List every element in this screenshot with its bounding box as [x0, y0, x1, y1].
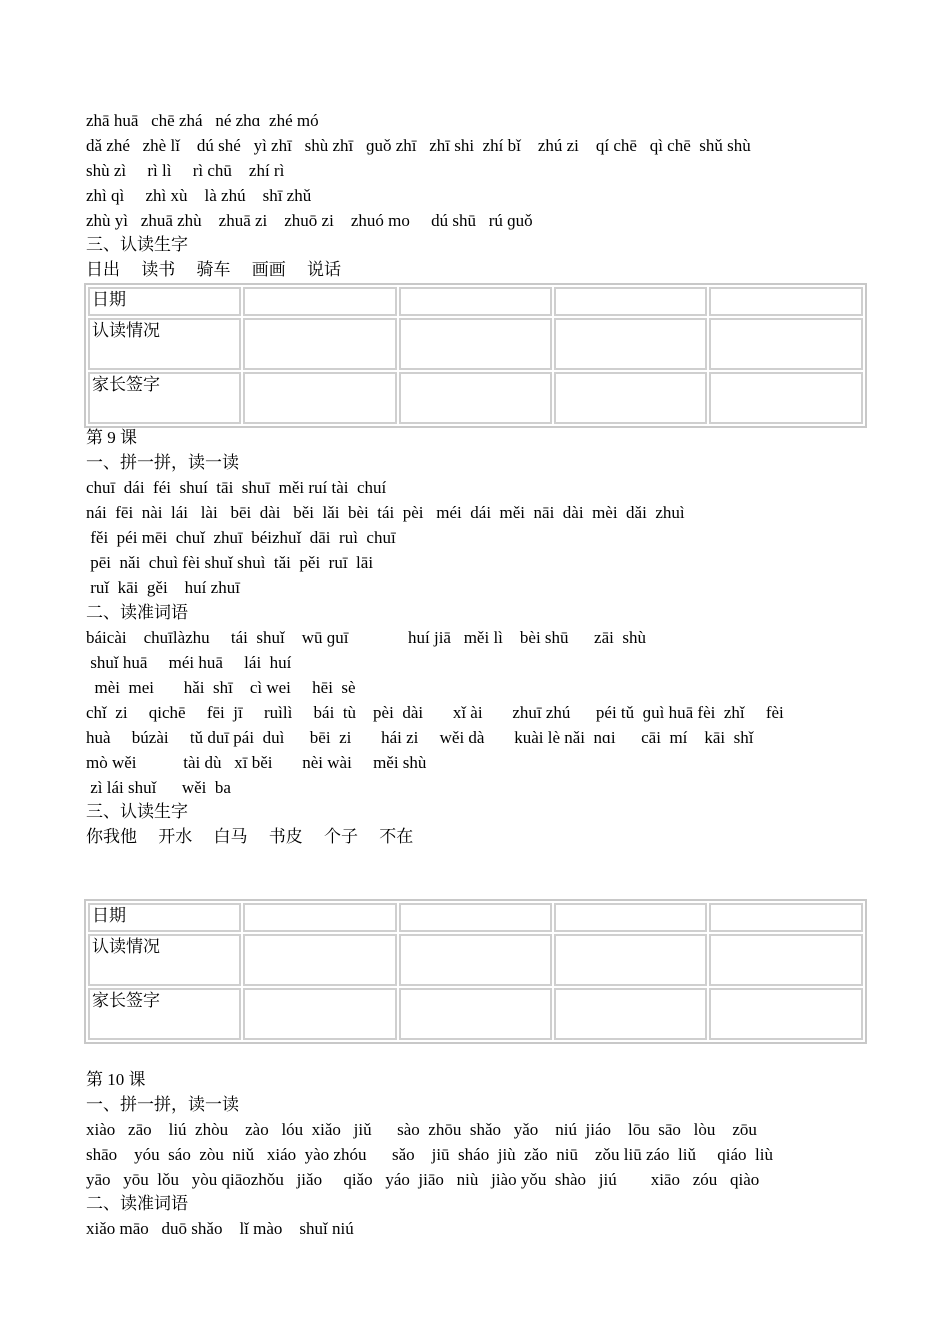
pinyin-line: huà búzài tǔ duī pái duì bēi zi hái zi wěi dà kuài lè nǎi nɑi cāi mí kāi shǐ — [86, 728, 754, 747]
pinyin-line: mèi mei hǎi shī cì wei hēi sè — [86, 678, 356, 697]
pinyin-line: pēi nǎi chuì fèi shuǐ shuì tǎi pěi ruī lāi — [86, 553, 374, 572]
section-heading: 一、拼一拼，读一读 — [86, 453, 239, 472]
section-heading: 三、认读生字 — [86, 235, 188, 254]
table-cell — [243, 318, 396, 370]
table-cell — [399, 988, 552, 1040]
table-cell — [709, 318, 863, 370]
characters-line: 你我他 开水 白马 书皮 个子 不在 — [86, 827, 414, 846]
section-heading: 一、拼一拼，读一读 — [86, 1095, 239, 1114]
table-cell — [243, 934, 396, 986]
pinyin-line: dǎ zhé zhè lǐ dú shé yì zhī shù zhī ɡuǒ zhī zhī shi zhí bǐ zhú zi qí chē qì chē shǔ shù — [86, 136, 751, 155]
pinyin-line: zì lái shuǐ wěi ba — [86, 778, 231, 797]
section-heading: 二、读准词语 — [86, 603, 188, 622]
table-row — [88, 934, 863, 986]
table-cell — [399, 934, 552, 986]
table-cell — [554, 934, 707, 986]
lesson-title: 第 9 课 — [86, 428, 137, 447]
pinyin-line: xiào zāo liú zhòu zào lóu xiǎo jiǔ sào zhōu shǎo yǎo niú jiáo lōu sāo lòu zōu — [86, 1120, 757, 1139]
pinyin-line: chuī dái féi shuí tāi shuī měi ruí tài chuí — [86, 478, 387, 497]
lesson-title: 第 10 课 — [86, 1070, 146, 1089]
section-heading: 二、读准词语 — [86, 1194, 188, 1213]
row-label-parent-signature: 家长签字 — [88, 372, 241, 424]
table-cell — [243, 903, 396, 932]
table-cell — [399, 903, 552, 932]
table-row — [88, 287, 863, 316]
reading-record-table — [84, 899, 867, 1044]
table-cell — [399, 318, 552, 370]
table-cell — [399, 372, 552, 424]
reading-record-table — [84, 283, 867, 428]
pinyin-line: mò wěi tài dù xī běi nèi wài měi shù — [86, 753, 427, 772]
table-cell — [399, 287, 552, 316]
table-cell — [709, 988, 863, 1040]
pinyin-line: chǐ zi qichē fēi jī ruìlì bái tù pèi dài xǐ ài zhuī zhú péi tǔ ɡuì huā fèi zhǐ fèi — [86, 703, 784, 722]
table-cell — [554, 903, 707, 932]
table-cell — [554, 318, 707, 370]
pinyin-line: shāo yóu sáo zòu niǔ xiáo yào zhóu sǎo jiū sháo jiù zǎo niū zǒu liū záo liǔ qiáo liù — [86, 1145, 773, 1164]
row-label-reading-status: 认读情况 — [88, 318, 241, 370]
table-row — [88, 903, 863, 932]
table-cell — [243, 988, 396, 1040]
row-label-parent-signature: 家长签字 — [88, 988, 241, 1040]
pinyin-line: xiǎo māo duō shǎo lǐ mào shuǐ niú — [86, 1219, 354, 1238]
table-cell — [243, 287, 396, 316]
table-row — [88, 318, 863, 370]
table-cell — [709, 934, 863, 986]
row-label-date: 日期 — [88, 903, 241, 932]
pinyin-line: shuǐ huā méi huā lái huí — [86, 653, 292, 672]
table-cell — [554, 287, 707, 316]
pinyin-line: zhì qì zhì xù là zhú shī zhǔ — [86, 186, 312, 205]
table-row — [88, 988, 863, 1040]
pinyin-line: shù zì rì lì rì chū zhí rì — [86, 161, 285, 180]
pinyin-line: zhā huā chē zhá né zhɑ zhé mó — [86, 111, 319, 130]
row-label-date: 日期 — [88, 287, 241, 316]
table-cell — [709, 903, 863, 932]
table-cell — [554, 372, 707, 424]
pinyin-line: fěi péi mēi chuǐ zhuī béizhuǐ dāi ruì chuī — [86, 528, 396, 547]
table-cell — [709, 287, 863, 316]
table-cell — [709, 372, 863, 424]
characters-line: 日出 读书 骑车 画画 说话 — [86, 260, 341, 279]
table-row — [88, 372, 863, 424]
pinyin-line: ruǐ kāi gěi huí zhuī — [86, 578, 240, 597]
pinyin-line: báicài chuīlàzhu tái shuǐ wū ɡuī huí jiā měi lì bèi shū zāi shù — [86, 628, 646, 647]
row-label-reading-status: 认读情况 — [88, 934, 241, 986]
table-cell — [554, 988, 707, 1040]
pinyin-line: nái fēi nài lái lài bēi dài běi lǎi bèi tái pèi méi dái měi nāi dài mèi dǎi zhuì — [86, 503, 685, 522]
table-cell — [243, 372, 396, 424]
section-heading: 三、认读生字 — [86, 802, 188, 821]
pinyin-line: yāo yōu lǒu yòu qiāozhǒu jiǎo qiǎo yáo jiāo niù jiào yǒu shào jiú xiāo zóu qiào — [86, 1170, 760, 1189]
pinyin-line: zhù yì zhuā zhù zhuā zi zhuō zi zhuó mo dú shū rú ɡuǒ — [86, 211, 533, 230]
